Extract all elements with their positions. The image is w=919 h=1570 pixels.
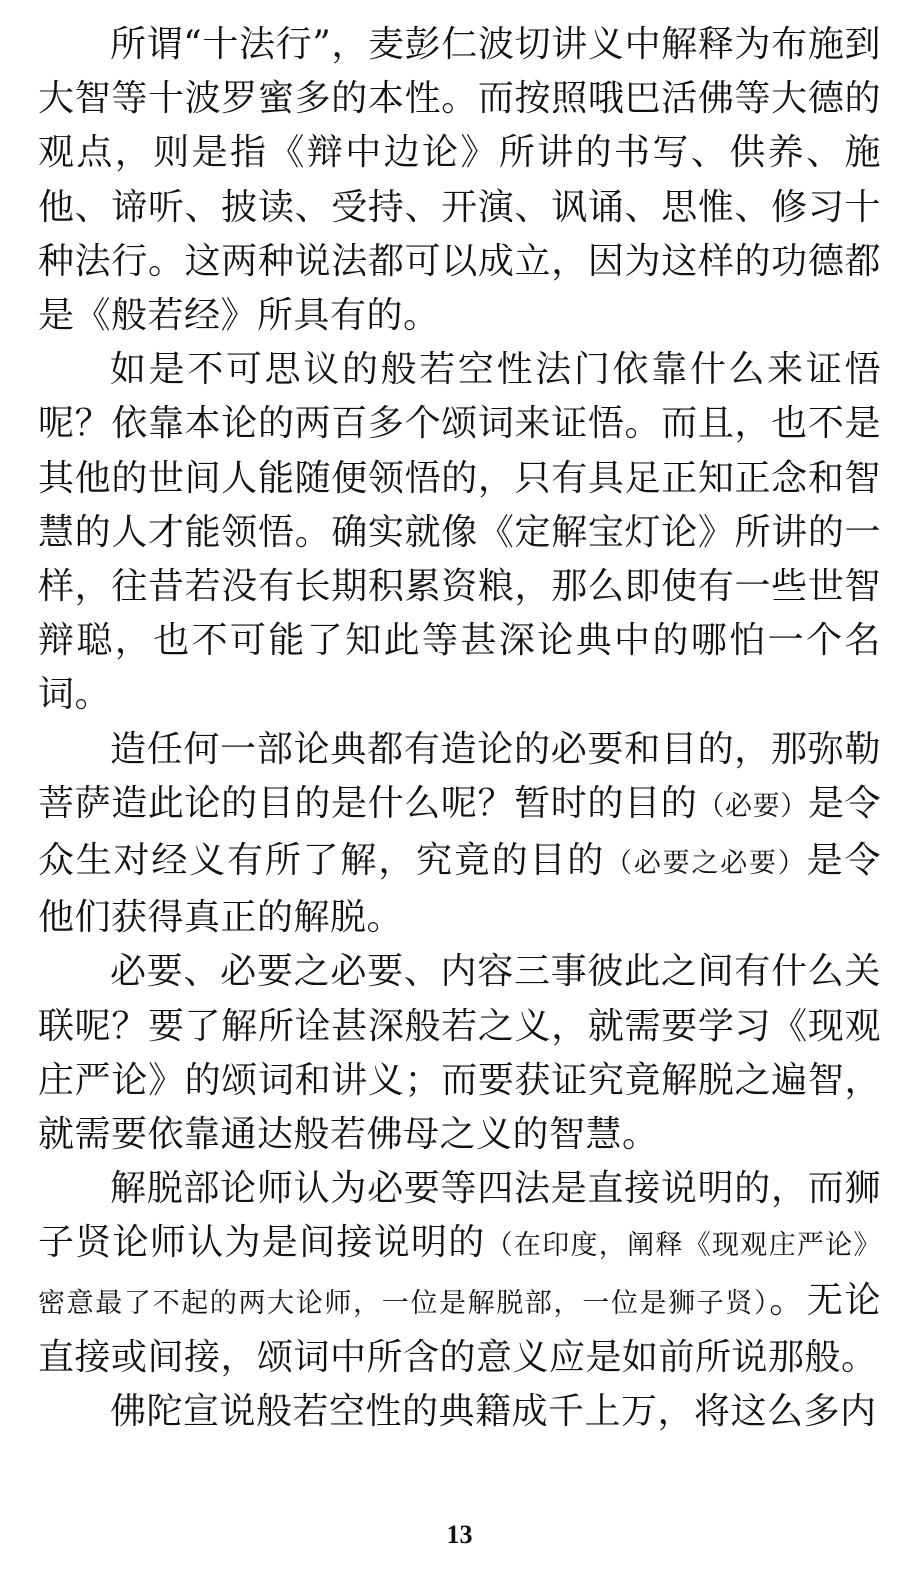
commentators-note: （在印度，阐释《现观庄严论》密意最了不起的两大论师，一位是解脱部，一位是狮子贤） (38, 1230, 881, 1319)
paragraph-ten-dharma-practices: 所谓“十法行”，麦彭仁波切讲义中解释为布施到大智等十波罗蜜多的本性。而按照哦巴活佛等大德的观点，则是指《辩中边论》所讲的书写、供养、施他、谛听、披读、受持、开演、讽诵、思惟、修习十种法行。这两种说法都可以成立，因为这样的功德都是《般若经》所具有的。 (38, 24, 881, 337)
purpose-note-necessity: （必要） (697, 790, 808, 822)
paragraph-continuation: 佛陀宣说般若空性的典籍成千上万，将这么多内 (110, 1391, 877, 1433)
paragraph-realization: 如是不可思议的般若空性法门依靠什么来证悟呢？依靠本论的两百多个颂词来证悟。而且，也不是其他的世间人能随便领悟的，只有具足正知正念和智慧的人才能领悟。确实就像《定解宝灯论》所讲的一样，往昔若没有长期积累资粮，那么即使有一些世智辩聪，也不可能了知此等甚深论典中的哪怕一个名词。 (38, 349, 881, 716)
paragraph-commentators (38, 1162, 881, 1385)
commentators-text-2: 。无论直接或间接，颂词中所含的意义应是如前所说那般。 (38, 1279, 881, 1378)
purpose-text-3: 是令他们获得真正的解脱。 (38, 840, 881, 939)
commentators-text-1: 解脱部论师认为必要等四法是直接说明的，而狮子贤论师认为是间接说明的 (38, 1168, 881, 1264)
paragraph-purpose (38, 723, 881, 946)
purpose-note-ultimate: （必要之必要） (605, 848, 807, 880)
purpose-text-1: 造任何一部论典都有造论的必要和目的，那弥勒菩萨造此论的目的是什么呢？暂时的目的 (38, 728, 881, 824)
purpose-text-2: 是令众生对经义有所了解，究竟的目的 (38, 782, 881, 882)
page-number: 13 (446, 1520, 473, 1549)
paragraph-relation: 必要、必要之必要、内容三事彼此之间有什么关联呢？要了解所诠甚深般若之义，就需要学习《现观庄严论》的颂词和讲义；而要获证究竟解脱之遍智，就需要依靠通达般若佛母之义的智慧。 (38, 951, 881, 1156)
